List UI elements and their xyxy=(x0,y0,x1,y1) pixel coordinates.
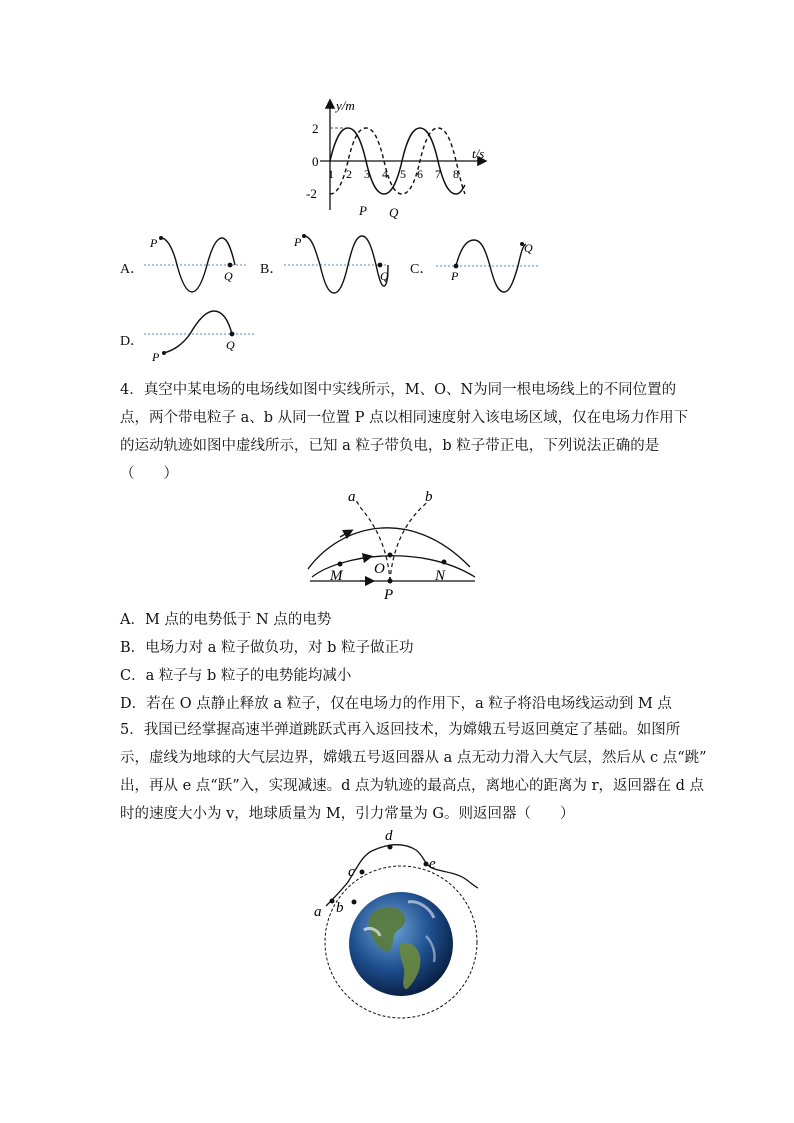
q4-stem-line-4: （ ） xyxy=(120,466,178,482)
option-b-label[interactable]: B． xyxy=(260,262,284,277)
x-tick-3: 3 xyxy=(364,167,370,181)
x-tick-8: 8 xyxy=(453,167,459,181)
label-a-point: a xyxy=(314,904,322,920)
label-b: b xyxy=(425,489,433,505)
q5-stem-line-4: 时的速度大小为 v，地球质量为 M，引力常量为 G。则返回器（ ） xyxy=(120,806,575,822)
y-tick-2: 2 xyxy=(312,121,319,136)
q4-option-a[interactable]: A．M 点的电势低于 N 点的电势 xyxy=(120,612,332,628)
option-a-label[interactable]: A． xyxy=(120,262,145,277)
x-tick-2: 2 xyxy=(346,167,352,181)
label-m: M xyxy=(330,568,343,584)
x-tick-7: 7 xyxy=(435,167,441,181)
q4-stem-line-3: 的运动轨迹如图中虚线所示，已知 a 粒子带负电，b 粒子带正电，下列说法正确的是 xyxy=(120,438,660,454)
svg-text:P: P xyxy=(152,350,160,364)
label-e-point: e xyxy=(429,856,436,872)
q4-stem-line-1: 4．真空中某电场的电场线如图中实线所示，M、O、N为同一根电场线上的不同位置的 xyxy=(120,382,677,398)
q5-stem-line-1: 5．我国已经掌握高速半弹道跳跃式再入返回技术，为嫦娥五号返回奠定了基础。如图所 xyxy=(120,722,681,738)
curve-label-p: P xyxy=(359,203,367,218)
wave-graph xyxy=(290,95,500,225)
option-c-figure xyxy=(436,232,546,298)
svg-text:P: P xyxy=(150,236,158,250)
y-tick-neg2: -2 xyxy=(306,186,317,201)
option-c-label[interactable]: C． xyxy=(410,262,434,277)
label-d-point: d xyxy=(385,828,393,844)
option-a-figure xyxy=(144,232,254,298)
svg-text:Q: Q xyxy=(224,269,233,283)
option-d-figure xyxy=(144,305,259,365)
label-c-point: c xyxy=(348,864,355,880)
q4-option-d[interactable]: D．若在 O 点静止释放 a 粒子，仅在电场力的作用下，a 粒子将沿电场线运动到 M 点 xyxy=(120,696,672,712)
x-tick-1: 1 xyxy=(328,167,334,181)
option-d-label[interactable]: D． xyxy=(120,334,145,349)
svg-text:Q: Q xyxy=(524,241,533,255)
label-n: N xyxy=(435,568,446,584)
option-b-figure xyxy=(284,230,404,300)
q4-option-c[interactable]: C．a 粒子与 b 粒子的电势能均减小 xyxy=(120,668,352,684)
q4-option-b[interactable]: B．电场力对 a 粒子做负功，对 b 粒子做正功 xyxy=(120,640,414,656)
trajectory-b xyxy=(390,501,428,581)
q4-stem-line-2: 点，两个带电粒子 a、b 从同一位置 P 点以相同速度射入该电场区域，仅在电场力作用下 xyxy=(120,410,689,426)
svg-text:P: P xyxy=(451,269,459,283)
curve-label-q: Q xyxy=(389,205,399,220)
q5-stem-line-3: 出，再从 e 点“跃”入，实现减速。d 点为轨迹的最高点，离地心的距离为 r，返回器在 d 点 xyxy=(120,778,705,794)
t-axis-label: t/s xyxy=(472,146,485,161)
earth-globe xyxy=(349,892,453,996)
x-tick-4: 4 xyxy=(382,167,388,181)
svg-text:y/m xyxy=(334,98,355,113)
q5-reentry-figure xyxy=(308,826,483,1022)
x-tick-6: 6 xyxy=(417,167,423,181)
label-b-point: b xyxy=(336,900,344,916)
q5-stem-line-2: 示，虚线为地球的大气层边界，嫦娥五号返回器从 a 点无动力滑入大气层，然后从 c 点“跳” xyxy=(120,750,707,766)
label-a: a xyxy=(348,489,356,505)
label-p: P xyxy=(384,587,394,603)
svg-text:Q: Q xyxy=(226,338,235,352)
x-tick-5: 5 xyxy=(400,167,406,181)
label-o: O xyxy=(374,561,385,577)
y-tick-0: 0 xyxy=(312,154,319,169)
svg-text:P: P xyxy=(294,235,302,249)
y-axis-label: y/m xyxy=(336,98,355,113)
svg-text:Q: Q xyxy=(380,269,389,283)
point-b xyxy=(352,900,357,905)
q4-field-figure xyxy=(300,485,485,603)
